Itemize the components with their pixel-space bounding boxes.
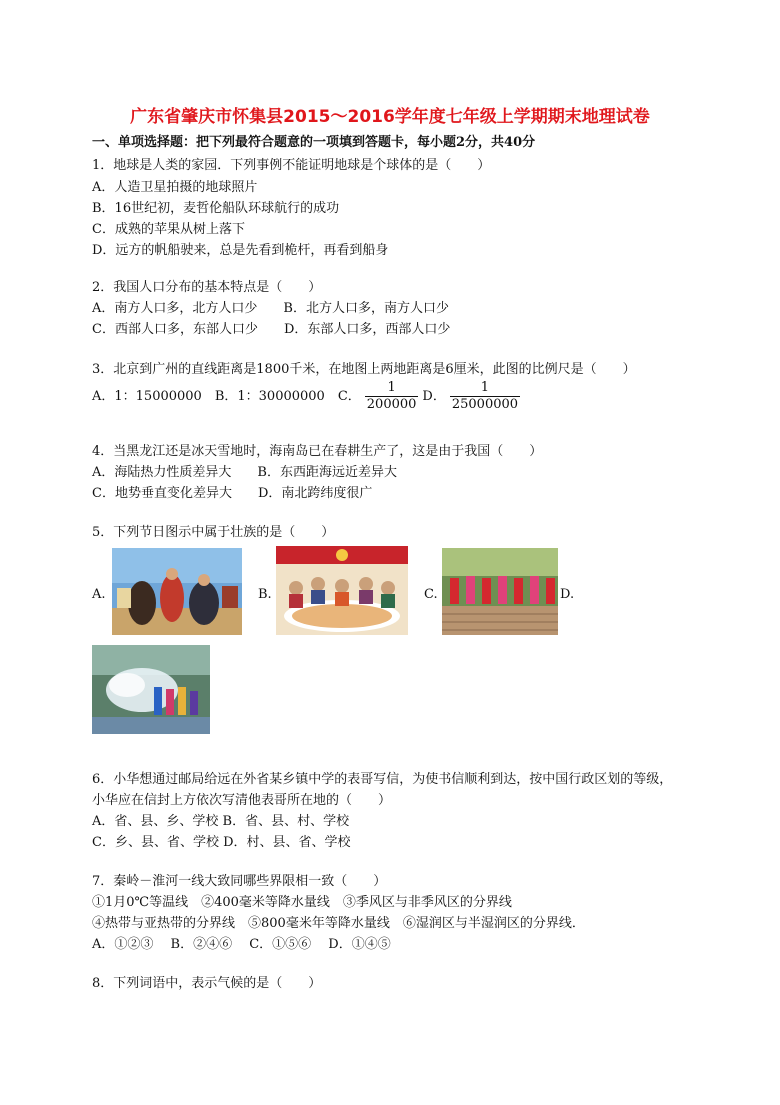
q1-option-c: C．成熟的苹果从树上落下 — [92, 222, 245, 237]
q6-stem-line2: 小华应在信封上方依次写清他表哥所在地的（ ） — [92, 793, 392, 808]
q5-option-b-label: B. — [258, 587, 272, 602]
q6-options-cd: C．乡、县、省、学校 D．村、县、省、学校 — [92, 835, 351, 850]
q5-option-a-label: A. — [92, 587, 106, 602]
q3-c-denominator: 200000 — [366, 397, 417, 412]
q2-stem: 2．我国人口分布的基本特点是（ ） — [92, 280, 322, 295]
exam-title: 广东省肇庆市怀集县2015～2016学年度七年级上学期期末地理试卷 — [130, 107, 650, 127]
q3-option-d-label: D． — [422, 389, 446, 404]
q7-options: A．①②③ B．②④⑥ C．①⑤⑥ D．①④⑤ — [92, 937, 391, 952]
q7-items-line2: ④热带与亚热带的分界线 ⑤800毫米年等降水量线 ⑥湿润区与半湿润区的分界线． — [92, 916, 585, 931]
q5-option-d-label: D. — [560, 587, 575, 602]
q5-stem: 5．下列节日图示中属于壮族的是（ ） — [92, 525, 335, 540]
q1-option-d: D．远方的帆船驶来，总是先看到桅杆，再看到船身 — [92, 243, 389, 258]
q3-d-denominator: 25000000 — [451, 397, 519, 412]
q3-fraction-c — [365, 380, 419, 413]
q2-options-ab: A．南方人口多，北方人口少 B．北方人口多，南方人口少 — [92, 301, 449, 316]
q8-stem: 8．下列词语中，表示气候的是（ ） — [92, 976, 322, 991]
q1-option-a: A．人造卫星拍摄的地球照片 — [92, 180, 258, 195]
q2-options-cd: C．西部人口多，东部人口少 D．东部人口多，西部人口少 — [92, 322, 451, 337]
q4-options-ab: A．海陆热力性质差异大 B．东西距海远近差异大 — [92, 465, 397, 480]
q3-fraction-d — [450, 380, 520, 413]
section-heading: 一、单项选择题：把下列最符合题意的一项填到答题卡，每小题2分，共40分 — [92, 135, 536, 150]
q3-d-numerator: 1 — [480, 380, 490, 395]
q6-stem-line1: 6．小华想通过邮局给远在外省某乡镇中学的表哥写信，为使书信顺利到达，按中国行政区划的等级， — [92, 772, 673, 787]
photo-festival-c — [442, 548, 558, 635]
q7-stem: 7．秦岭－淮河一线大致同哪些界限相一致（ ） — [92, 874, 387, 889]
q1-stem: 1．地球是人类的家园．下列事例不能证明地球是个球体的是（ ） — [92, 158, 491, 173]
q5-option-c-label: C. — [424, 587, 438, 602]
q4-options-cd: C．地势垂直变化差异大 D．南北跨纬度很广 — [92, 486, 373, 501]
photo-festival-d — [92, 645, 210, 734]
q3-c-numerator: 1 — [387, 380, 396, 395]
q3-options-ab: A．1：15000000 B．1：30000000 C． — [92, 389, 361, 404]
q7-items-line1: ①1月0℃等温线 ②400毫米等降水量线 ③季风区与非季风区的分界线 — [92, 895, 512, 910]
q3-options — [92, 380, 524, 414]
photo-festival-b — [276, 546, 408, 635]
q3-stem: 3．北京到广州的直线距离是1800千米，在地图上两地距离是6厘米，此图的比例尺是（ ） — [92, 362, 636, 377]
photo-festival-a — [112, 548, 242, 635]
q4-stem: 4．当黑龙江还是冰天雪地时，海南岛已在春耕生产了，这是由于我国（ ） — [92, 444, 543, 459]
q1-option-b: B．16世纪初，麦哲伦船队环球航行的成功 — [92, 201, 340, 216]
q6-options-ab: A．省、县、乡、学校 B．省、县、村、学校 — [92, 814, 350, 829]
